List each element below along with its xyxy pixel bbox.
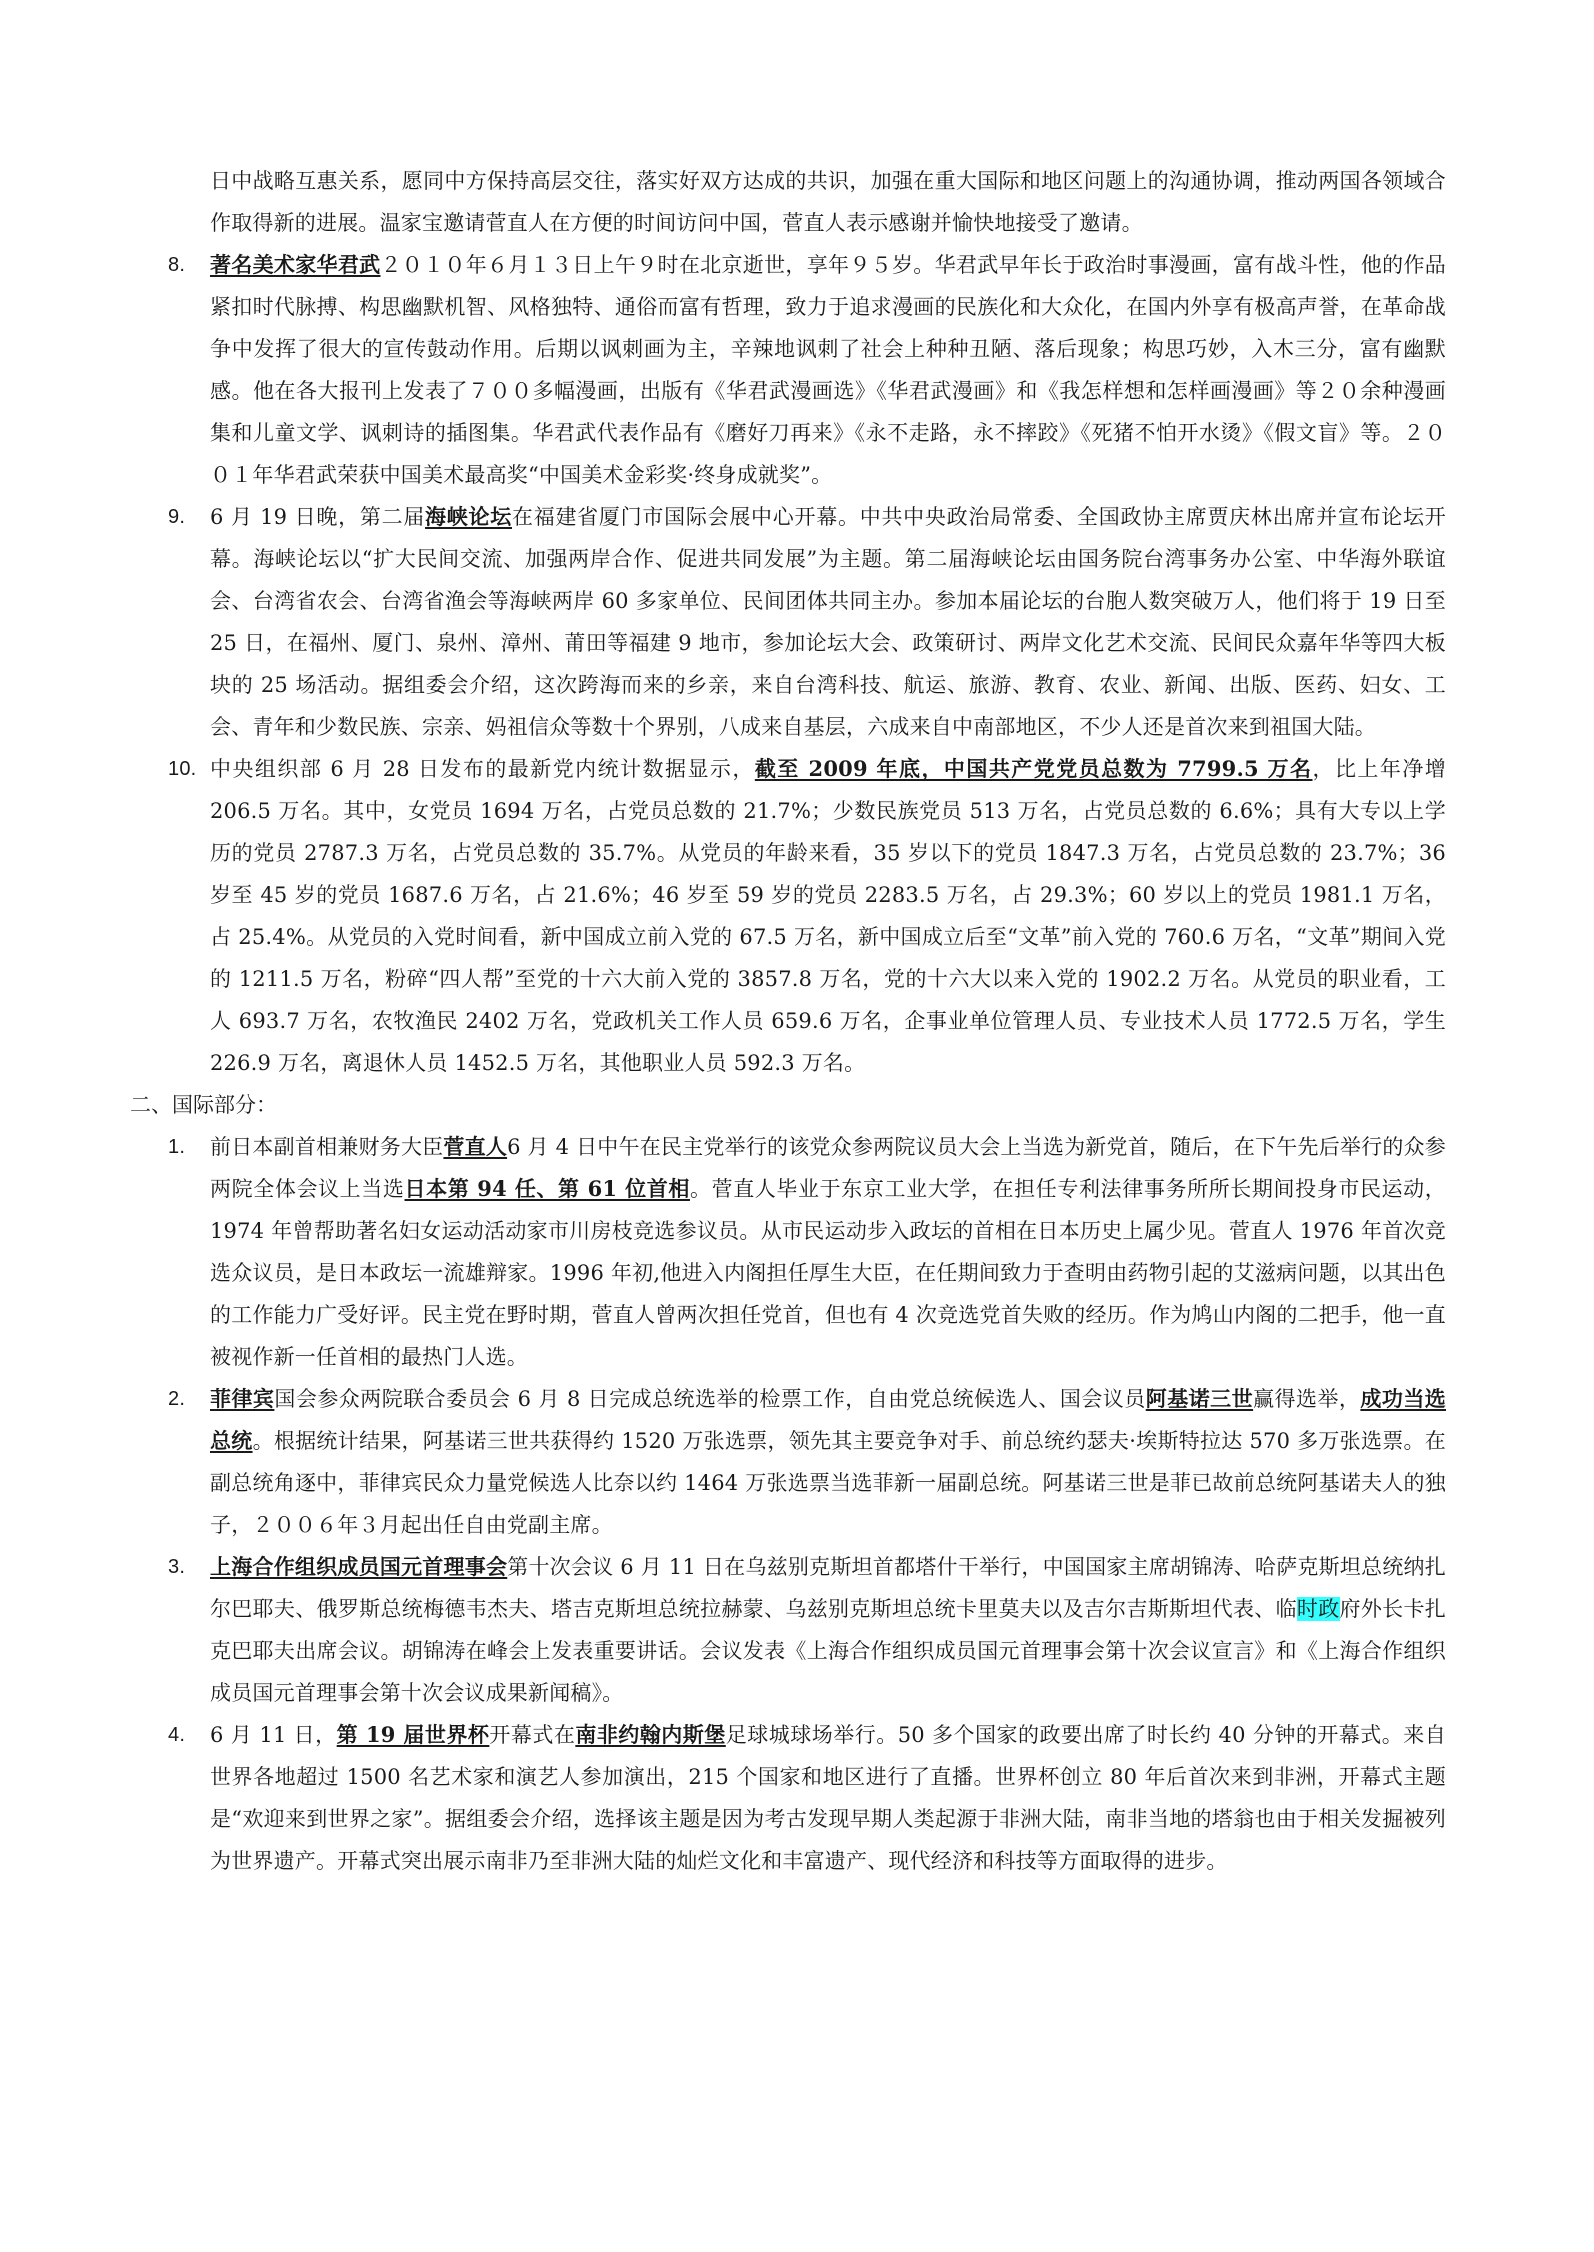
item-text: 6 月 4 日中午在民主党举行的该党众参两院议员大会上当选为新党首，随后，在下午先后举行的众参两院全体会议上当选 <box>210 1135 1446 1201</box>
list-item-8 <box>125 244 1446 496</box>
highlighted-text: 时政 <box>1296 1597 1340 1621</box>
section-heading: 二、国际部分： <box>130 1093 277 1117</box>
emphasis-term: 菅直人 <box>443 1134 508 1159</box>
item-text: 。根据统计结果，阿基诺三世共获得约 1520 万张选票，领先其主要竞争对手、前总统约瑟夫·埃斯特拉达 570 多万张选票。在副总统角逐中，菲律宾民众力量党候选人比奈以约 1464 万张选票当选菲新一届副总统。阿基诺三世是菲已故前总统阿基诺夫人的独子，２００６年３月起出任自由党副主席。 <box>210 1429 1446 1537</box>
emphasis-term: 阿基诺三世 <box>1145 1386 1254 1411</box>
item-number: 10. <box>168 758 197 780</box>
item-text: 在福建省厦门市国际会展中心开幕。中共中央政治局常委、全国政协主席贾庆林出席并宣布论坛开幕。海峡论坛以“扩大民间交流、加强两岸合作、促进共同发展”为主题。第二届海峡论坛由国务院台湾事务办公室、中华海外联谊会、台湾省农会、台湾省渔会等海峡两岸 60 多家单位、民间团体共同主办。参加本届论坛的台胞人数突破万人，他们将于 19 日至 25 日，在福州、厦门、泉州、漳州、莆田等福建 9 地市，参加论坛大会、政策研讨、两岸文化艺术交流、民间民众嘉年华等四大板块的 25 场活动。据组委会介绍，这次跨海而来的乡亲，来自台湾科技、航运、旅游、教育、农业、新闻、出版、医药、妇女、工会、青年和少数民族、宗亲、妈祖信众等数十个界别，八成来自基层，六成来自中南部地区，不少人还是首次来到祖国大陆。 <box>210 505 1446 739</box>
emphasis-term: 著名美术家华君武 <box>210 252 381 277</box>
item-text: ，比上年净增 206.5 万名。其中，女党员 1694 万名，占党员总数的 21.7%；少数民族党员 513 万名，占党员总数的 6.6%；具有大专以上学历的党员 2787.3 万名，占党员总数的 35.7%。从党员的年龄来看，35 岁以下的党员 1847.3 万名，占党员总数的 23.7%；36 岁至 45 岁的党员 1687.6 万名，占 21.6%；46 岁至 59 岁的党员 2283.5 万名，占 29.3%；60 岁以上的党员 1981.1 万名，占 25.4%。从党员的入党时间看，新中国成立前入党的 67.5 万名，新中国成立后至“文革”前入党的 760.6 万名，“文革”期间入党的 1211.5 万名，粉碎“四人帮”至党的十六大前入党的 3857.8 万名，党的十六大以来入党的 1902.2 万名。从党员的职业看，工人 693.7 万名，农牧渔民 2402 万名，党政机关工作人员 659.6 万名，企事业单位管理人员、专业技术人员 1772.5 万名，学生 226.9 万名，离退休人员 1452.5 万名，其他职业人员 592.3 万名。 <box>210 757 1446 1075</box>
continued-paragraph <box>210 160 1446 244</box>
intl-item-3 <box>125 1546 1446 1714</box>
item-text: 6 月 11 日， <box>210 1723 337 1747</box>
emphasis-term: 日本第 94 任、第 61 位首相 <box>404 1176 690 1201</box>
emphasis-term: 上海合作组织成员国元首理事会 <box>210 1554 508 1579</box>
item-text: 足球城球场举行。50 多个国家的政要出席了时长约 40 分钟的开幕式。来自世界各地超过 1500 名艺术家和演艺人参加演出，215 个国家和地区进行了直播。世界杯创立 80 年后首次来到非洲，开幕式主题是“欢迎来到世界之家”。据组委会介绍，选择该主题是因为考古发现早期人类起源于非洲大陆，南非当地的塔翁也由于相关发掘被列为世界遗产。开幕式突出展示南非乃至非洲大陆的灿烂文化和丰富遗产、现代经济和科技等方面取得的进步。 <box>210 1723 1446 1873</box>
item-number: 4. <box>168 1724 186 1746</box>
item-text: 第十次会议 6 月 11 日在乌兹别克斯坦首都塔什干举行，中国国家主席胡锦涛、哈萨克斯坦总统纳扎尔巴耶夫、俄罗斯总统梅德韦杰夫、塔吉克斯坦总统拉赫蒙、乌兹别克斯坦总统卡里莫夫以及吉尔吉斯斯坦代表、临 <box>210 1555 1446 1621</box>
list-item-10 <box>125 748 1446 1084</box>
emphasis-term: 第 19 届世界杯 <box>336 1722 490 1747</box>
item-text: 国会参众两院联合委员会 6 月 8 日完成总统选举的检票工作，自由党总统候选人、国会议员 <box>274 1387 1146 1411</box>
emphasis-term: 菲律宾 <box>210 1386 275 1411</box>
item-number: 9. <box>168 506 186 528</box>
intl-item-2 <box>125 1378 1446 1546</box>
item-text: 前日本副首相兼财务大臣 <box>210 1135 444 1159</box>
emphasis-term: 南非约翰内斯堡 <box>575 1722 726 1747</box>
item-number: 1. <box>168 1136 186 1158</box>
emphasis-term: 截至 2009 年底，中国共产党党员总数为 7799.5 万名 <box>754 756 1313 781</box>
item-prefix: 中央组织部 6 月 28 日发布的最新党内统计数据显示， <box>210 757 755 781</box>
emphasis-term: 海峡论坛 <box>425 504 512 529</box>
item-prefix: 6 月 19 日晚，第二届 <box>210 505 426 529</box>
item-number: 8. <box>168 254 186 276</box>
intl-item-4 <box>125 1714 1446 1882</box>
item-number: 2. <box>168 1388 186 1410</box>
item-text: 开幕式在 <box>489 1723 576 1747</box>
item-text: ２０１０年６月１３日上午９时在北京逝世，享年９５岁。华君武早年长于政治时事漫画，富有战斗性，他的作品紧扣时代脉搏、构思幽默机智、风格独特、通俗而富有哲理，致力于追求漫画的民族化和大众化，在国内外享有极高声誉，在革命战争中发挥了很大的宣传鼓动作用。后期以讽刺画为主，辛辣地讽刺了社会上种种丑陋、落后现象；构思巧妙，入木三分，富有幽默感。他在各大报刊上发表了７００多幅漫画，出版有《华君武漫画选》《华君武漫画》和《我怎样想和怎样画漫画》等２０余种漫画集和儿童文学、讽刺诗的插图集。华君武代表作品有《磨好刀再来》《永不走路，永不摔跤》《死猪不怕开水烫》《假文盲》等。２００１年华君武荣获中国美术最高奖“中国美术金彩奖·终身成就奖”。 <box>210 253 1446 487</box>
item-number: 3. <box>168 1556 186 1578</box>
list-item-9 <box>125 496 1446 748</box>
item-text: 。菅直人毕业于东京工业大学，在担任专利法律事务所所长期间投身市民运动，1974 年曾帮助著名妇女运动活动家市川房枝竞选参议员。从市民运动步入政坛的首相在日本历史上属少见。菅直人 1976 年首次竞选众议员，是日本政坛一流雄辩家。1996 年初,他进入内阁担任厚生大臣，在任期间致力于查明由药物引起的艾滋病问题，以其出色的工作能力广受好评。民主党在野时期，菅直人曾两次担任党首，但也有 4 次竞选党首失败的经历。作为鸠山内阁的二把手，他一直被视作新一任首相的最热门人选。 <box>210 1177 1446 1369</box>
item-text: 赢得选举， <box>1253 1387 1361 1411</box>
intl-item-1 <box>125 1126 1446 1378</box>
item-text: 府外长卡扎克巴耶夫出席会议。胡锦涛在峰会上发表重要讲话。会议发表《上海合作组织成员国元首理事会第十次会议宣言》和《上海合作组织成员国元首理事会第十次会议成果新闻稿》。 <box>210 1597 1446 1705</box>
emphasis-term: 成功当选总统 <box>210 1386 1446 1453</box>
continued-text: 日中战略互惠关系，愿同中方保持高层交往，落实好双方达成的共识，加强在重大国际和地区问题上的沟通协调，推动两国各领域合作取得新的进展。温家宝邀请菅直人在方便的时间访问中国，菅直人表示感谢并愉快地接受了邀请。 <box>210 169 1446 235</box>
